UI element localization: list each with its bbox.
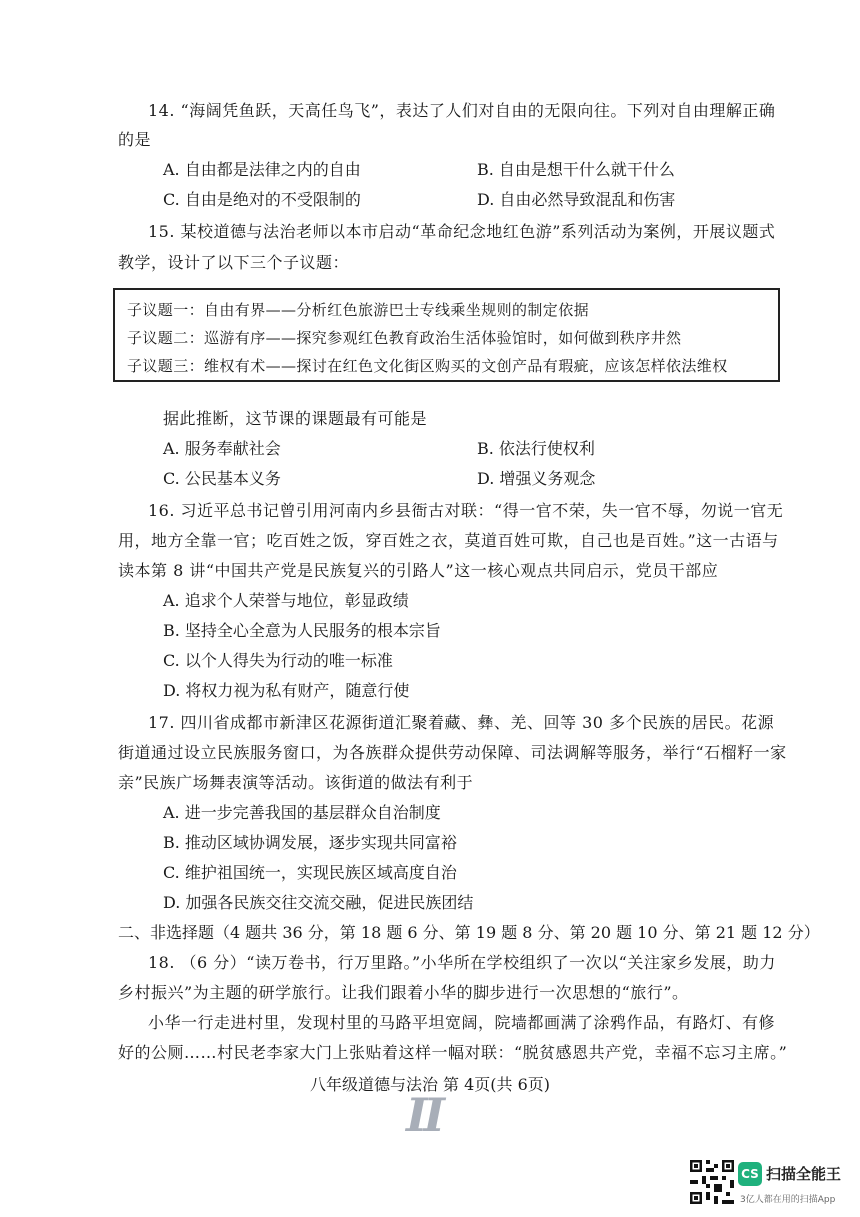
q15-line2: 教学，设计了以下三个子议题：	[118, 253, 350, 272]
q15-option-b: B. 依法行使权利	[477, 439, 595, 458]
q14-option-d: D. 自由必然导致混乱和伤害	[477, 190, 676, 209]
scanner-app-name: 扫描全能王	[766, 1165, 842, 1183]
q17-option-d: D. 加强各民族交往交流交融，促进民族团结	[163, 893, 474, 912]
q17-option-c: C. 维护祖国统一，实现民族区域高度自治	[163, 863, 457, 882]
q18-line2: 乡村振兴”为主题的研学旅行。让我们跟着小华的脚步进行一次思想的“旅行”。	[118, 983, 689, 1002]
q15-stem: 据此推断，这节课的课题最有可能是	[163, 409, 428, 428]
sub-topic-1: 子议题一：自由有界——分析红色旅游巴士专线乘坐规则的制定依据	[127, 301, 590, 319]
q16-line2: 用，地方全靠一官；吃百姓之饭，穿百姓之衣，莫道百姓可欺，自己也是百姓。”这一古语与	[118, 531, 779, 550]
page-footer: 八年级道德与法治 第 4页(共 6页)	[309, 1075, 551, 1094]
q15-line1: 15. 某校道德与法治老师以本市启动“革命纪念地红色游”系列活动为案例，开展议题式	[148, 222, 776, 241]
watermark-stamp: II	[406, 1088, 442, 1142]
q14-line1: 14. “海阔凭鱼跃，天高任鸟飞”，表达了人们对自由的无限向往。下列对自由理解正确	[148, 101, 776, 120]
sub-topic-box	[113, 288, 780, 382]
q16-line1: 16. 习近平总书记曾引用河南内乡县衙古对联：“得一官不荣，失一官不辱，勿说一官无	[148, 501, 784, 520]
q15-option-d: D. 增强义务观念	[477, 469, 596, 488]
q15-option-c: C. 公民基本义务	[163, 469, 281, 488]
q14-option-b: B. 自由是想干什么就干什么	[477, 160, 675, 179]
q14-option-a: A. 自由都是法律之内的自由	[163, 160, 361, 179]
q17-option-a: A. 进一步完善我国的基层群众自治制度	[163, 803, 441, 822]
q16-option-a: A. 追求个人荣誉与地位，彰显政绩	[163, 591, 409, 610]
q18-line3: 小华一行走进村里，发现村里的马路平坦宽阔，院墙都画满了涂鸦作品，有路灯、有修	[148, 1013, 776, 1032]
q18-line1: 18. （6 分）“读万卷书，行万里路。”小华所在学校组织了一次以“关注家乡发展，助力	[148, 953, 776, 972]
qr-code-icon	[690, 1160, 734, 1204]
scanner-tagline: 3亿人都在用的扫描App	[740, 1195, 836, 1205]
q17-line2: 街道通过设立民族服务窗口，为各族群众提供劳动保障、司法调解等服务，举行“石榴籽一家	[118, 743, 787, 762]
q14-option-c: C. 自由是绝对的不受限制的	[163, 190, 361, 209]
q17-line1: 17. 四川省成都市新津区花源街道汇聚着藏、彝、羌、回等 30 多个民族的居民。花源	[148, 713, 775, 732]
q17-line3: 亲”民族广场舞表演等活动。该街道的做法有利于	[118, 773, 474, 792]
q16-option-d: D. 将权力视为私有财产，随意行使	[163, 681, 410, 700]
sub-topic-2: 子议题二：巡游有序——探究参观红色教育政治生活体验馆时，如何做到秩序井然	[127, 329, 682, 347]
q18-line4: 好的公厕……村民老李家大门上张贴着这样一幅对联：“脱贫感恩共产党，幸福不忘习主席。”	[118, 1043, 788, 1062]
camscanner-logo-icon: CS	[738, 1162, 762, 1186]
q16-line3: 读本第 8 讲“中国共产党是民族复兴的引路人”这一核心观点共同启示，党员干部应	[118, 561, 719, 580]
q14-line2: 的是	[118, 130, 152, 149]
q17-option-b: B. 推动区域协调发展，逐步实现共同富裕	[163, 833, 457, 852]
q15-option-a: A. 服务奉献社会	[163, 439, 281, 458]
q16-option-b: B. 坚持全心全意为人民服务的根本宗旨	[163, 621, 441, 640]
sub-topic-3: 子议题三：维权有术——探讨在红色文化街区购买的文创产品有瑕疵，应该怎样依法维权	[127, 357, 728, 375]
section2-heading: 二、非选择题（4 题共 36 分，第 18 题 6 分、第 19 题 8 分、第 20 题 10 分、第 21 题 12 分）	[118, 923, 820, 942]
q16-option-c: C. 以个人得失为行动的唯一标准	[163, 651, 393, 670]
